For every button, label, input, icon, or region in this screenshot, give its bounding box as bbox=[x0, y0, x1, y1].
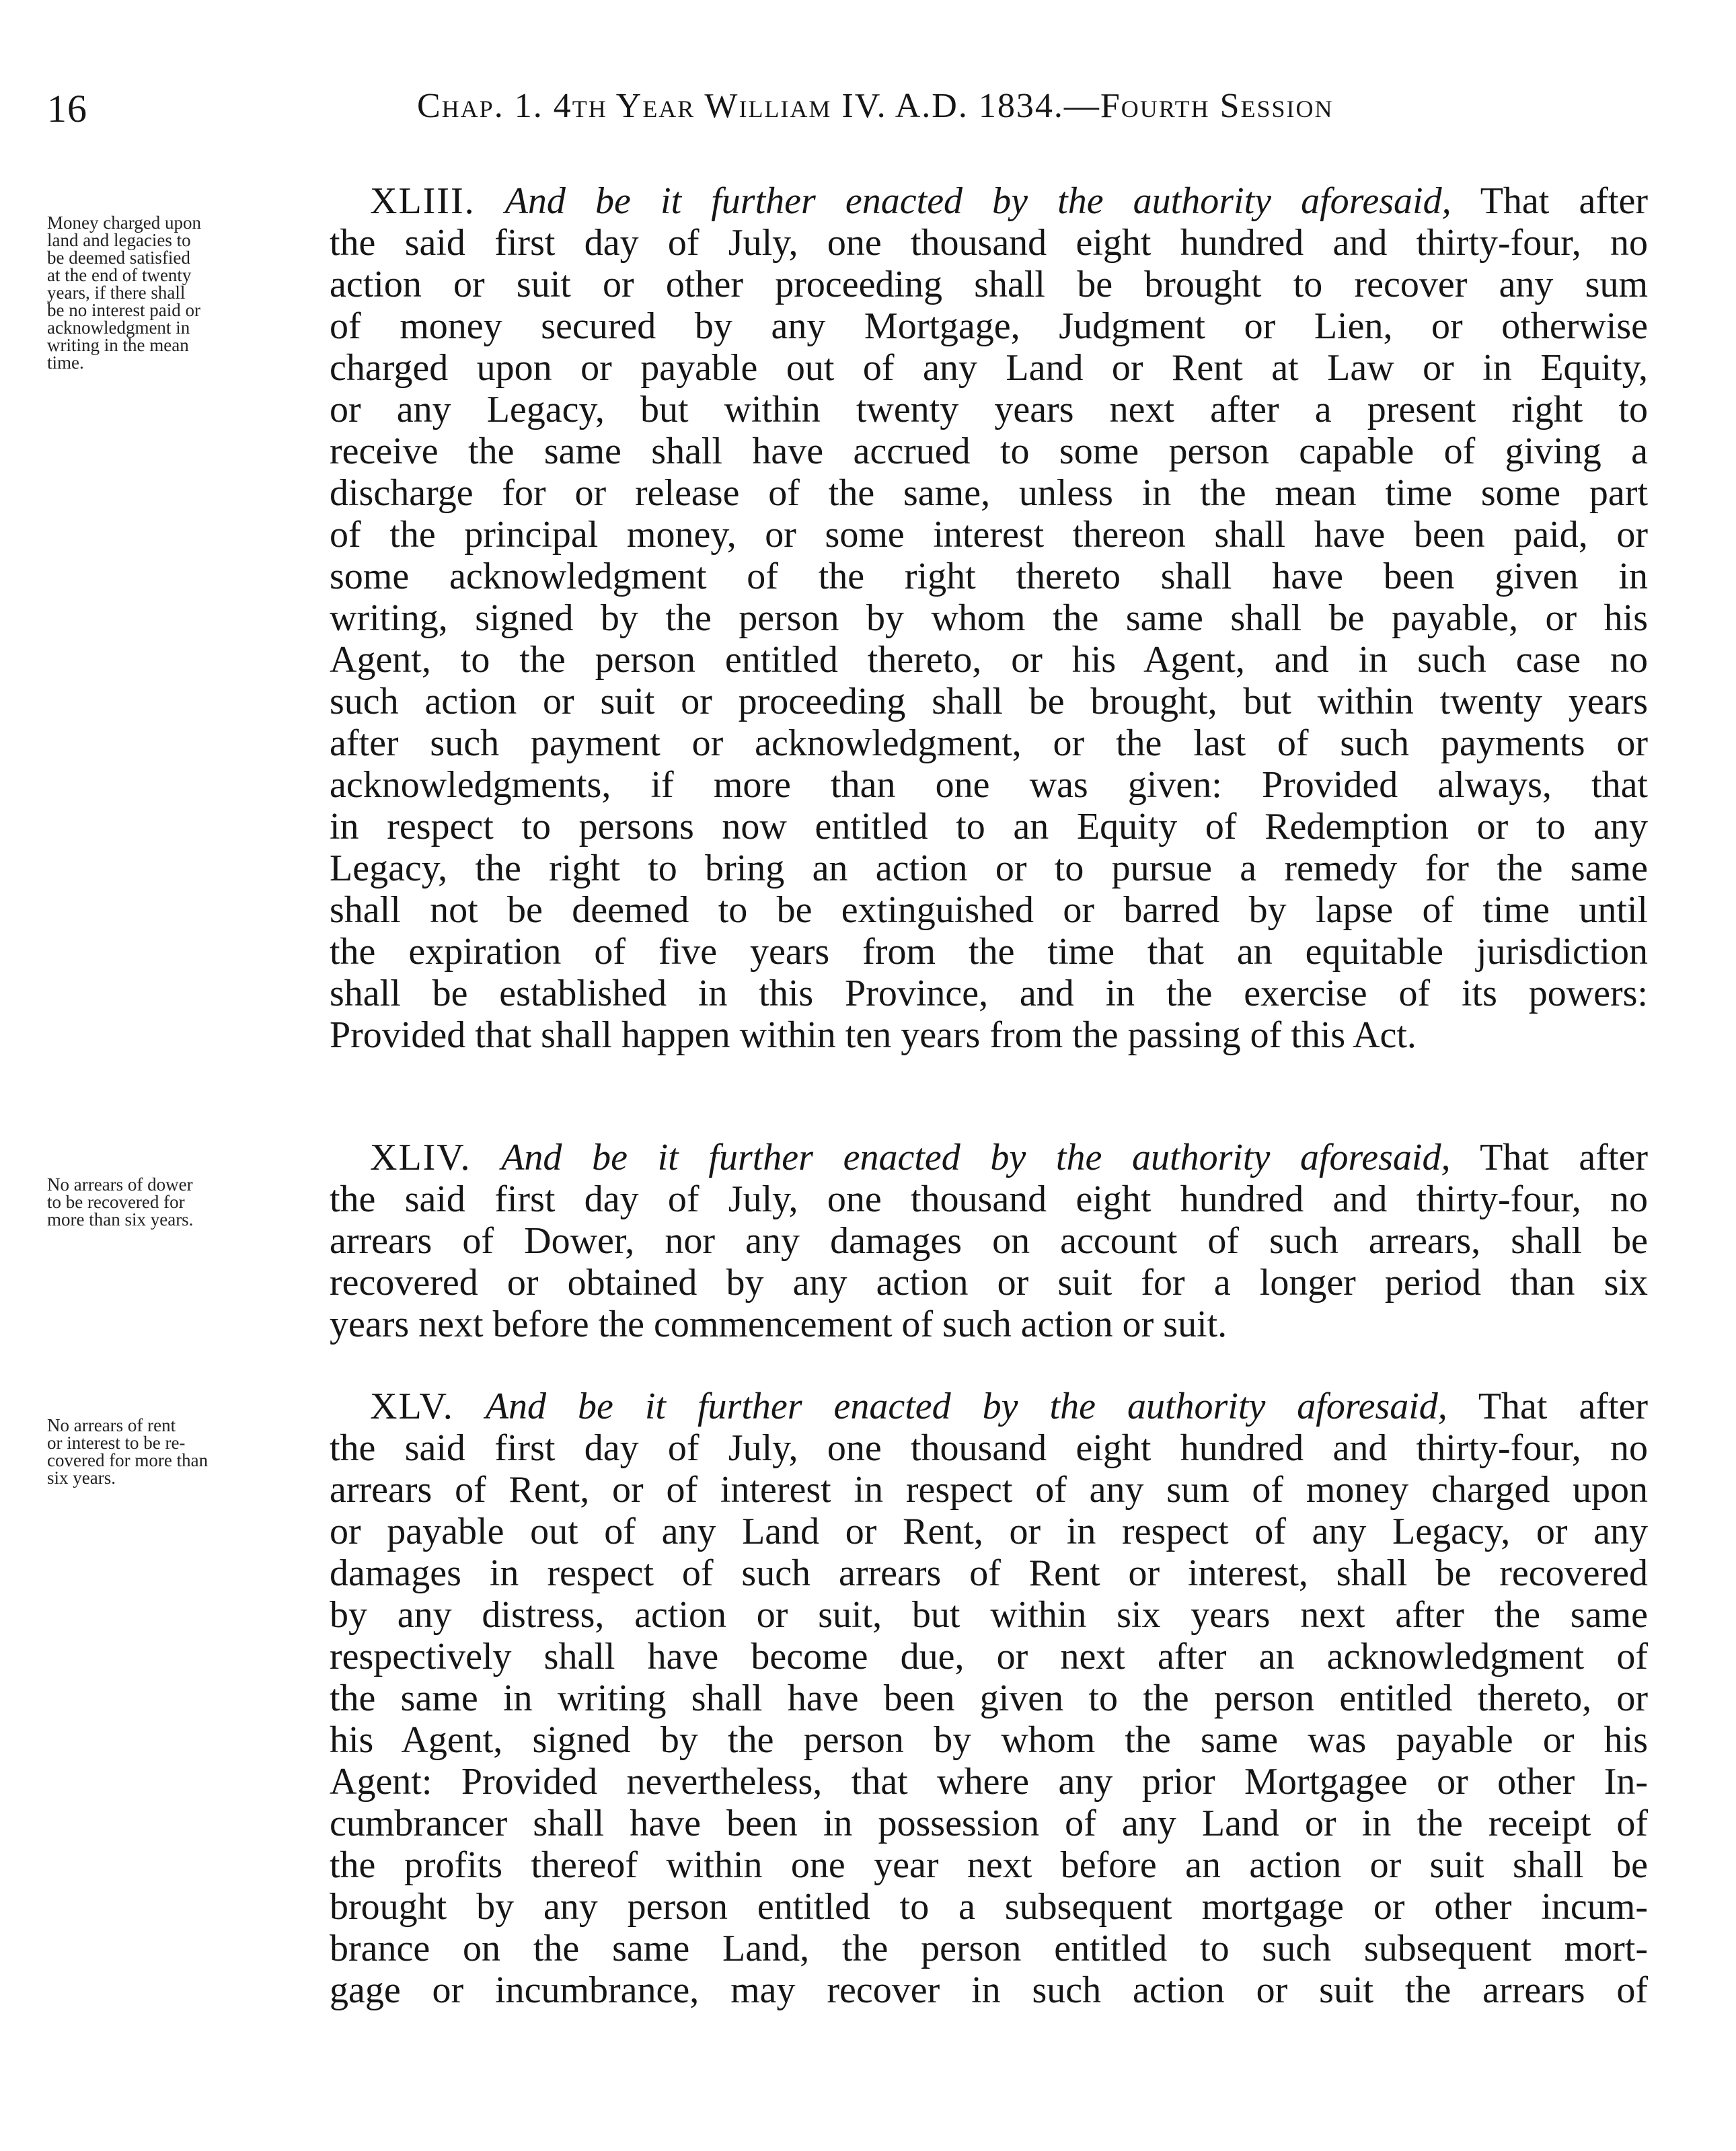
section-xlv bbox=[330, 1386, 1648, 2011]
sidenote-line: No arrears of rent bbox=[47, 1415, 176, 1435]
sidenote-line: or interest to be re- bbox=[47, 1433, 186, 1453]
body-line: such action or suit or proceeding shall be brought, but within twenty years bbox=[330, 681, 1648, 722]
body-line: discharge for or release of the same, unless in the mean time some part bbox=[330, 472, 1648, 514]
body-line: Provided that shall happen within ten years from the passing of this Act. bbox=[330, 1014, 1417, 1056]
section-first-line bbox=[330, 1137, 1648, 1178]
body-line: arrears of Rent, or of interest in respect of any sum of money charged upon bbox=[330, 1469, 1648, 1511]
body-line: writing, signed by the person by whom the same shall be payable, or his bbox=[330, 597, 1648, 639]
body-line: shall be established in this Province, and in the exercise of its powers: bbox=[330, 973, 1648, 1014]
sidenote-line: No arrears of dower bbox=[47, 1174, 193, 1195]
sidenote-line: be deemed satisfied bbox=[47, 248, 190, 268]
body-line: respectively shall have become due, or next after an acknowledgment of bbox=[330, 1636, 1648, 1677]
sidenote-line: covered for more than bbox=[47, 1450, 209, 1470]
sidenote-line: Money charged upon bbox=[47, 213, 201, 233]
sidenote-line: land and legacies to bbox=[47, 230, 191, 250]
body-line: action or suit or other proceeding shall be brought to recover any sum bbox=[330, 264, 1648, 305]
first-line-rest: That after bbox=[1478, 1386, 1649, 1427]
body-line: the expiration of five years from the time that an equitable jurisdiction bbox=[330, 931, 1648, 973]
body-line: some acknowledgment of the right thereto shall have been given in bbox=[330, 556, 1648, 597]
body-line: Agent: Provided nevertheless, that where any prior Mortgagee or other In- bbox=[330, 1761, 1648, 1803]
section-numeral: XLV. bbox=[370, 1386, 454, 1427]
body-line: in respect to persons now entitled to an Equity of Redemption or to any bbox=[330, 806, 1648, 847]
body-line: receive the same shall have accrued to some person capable of giving a bbox=[330, 430, 1648, 472]
body-line: after such payment or acknowledgment, or the last of such payments or bbox=[330, 722, 1648, 764]
body-line: shall not be deemed to be extinguished or barred by lapse of time until bbox=[330, 889, 1648, 931]
sidenote-line: more than six years. bbox=[47, 1209, 194, 1230]
sidenote-line: be no interest paid or bbox=[47, 300, 200, 320]
body-line: brance on the same Land, the person entitled to such subsequent mort- bbox=[330, 1928, 1648, 1969]
sidenote-line: at the end of twenty bbox=[47, 265, 192, 285]
body-line: or payable out of any Land or Rent, or in respect of any Legacy, or any bbox=[330, 1511, 1648, 1552]
section-numeral: XLIV. bbox=[370, 1137, 471, 1178]
body-line: acknowledgments, if more than one was given: Provided always, that bbox=[330, 764, 1648, 806]
enacting-clause: And be it further enacted by the authority aforesaid, bbox=[504, 180, 1451, 222]
body-line: or any Legacy, but within twenty years next after a present right to bbox=[330, 389, 1648, 430]
body-line: the said first day of July, one thousand eight hundred and thirty-four, no bbox=[330, 1427, 1648, 1469]
page-number: 16 bbox=[47, 87, 87, 130]
body-line: arrears of Dower, nor any damages on account of such arrears, shall be bbox=[330, 1220, 1648, 1262]
first-line-rest: That after bbox=[1480, 180, 1649, 222]
body-line: the said first day of July, one thousand eight hundred and thirty-four, no bbox=[330, 1178, 1648, 1220]
body-line: charged upon or payable out of any Land or Rent at Law or in Equity, bbox=[330, 347, 1648, 389]
body-line: his Agent, signed by the person by whom the same was payable or his bbox=[330, 1719, 1648, 1761]
body-line: Legacy, the right to bring an action or to pursue a remedy for the same bbox=[330, 847, 1648, 889]
sidenote-xliv bbox=[47, 1176, 316, 1228]
body-line: cumbrancer shall have been in possession of any Land or in the receipt of bbox=[330, 1803, 1648, 1844]
sidenote-xlv bbox=[47, 1417, 316, 1486]
body-line: the said first day of July, one thousand eight hundred and thirty-four, no bbox=[330, 222, 1648, 264]
body-line: by any distress, action or suit, but within six years next after the same bbox=[330, 1594, 1648, 1636]
sidenote-line: years, if there shall bbox=[47, 282, 186, 303]
body-line: the same in writing shall have been given to the person entitled thereto, or bbox=[330, 1677, 1648, 1719]
body-line: of money secured by any Mortgage, Judgment or Lien, or otherwise bbox=[330, 305, 1648, 347]
running-head: Chap. 1. 4th Year William IV. A.D. 1834.—Fourth Session bbox=[417, 87, 1334, 125]
body-line: brought by any person entitled to a subsequent mortgage or other incum- bbox=[330, 1886, 1648, 1928]
body-line: the profits thereof within one year next before an action or suit shall be bbox=[330, 1844, 1648, 1886]
sidenote-line: to be recovered for bbox=[47, 1192, 185, 1212]
section-numeral: XLIII. bbox=[370, 180, 476, 222]
section-first-line bbox=[330, 1386, 1648, 1427]
section-xliv bbox=[330, 1137, 1648, 1345]
body-line: recovered or obtained by any action or suit for a longer period than six bbox=[330, 1262, 1648, 1304]
sidenote-line: six years. bbox=[47, 1468, 116, 1488]
first-line-rest: That after bbox=[1480, 1137, 1648, 1178]
enacting-clause: And be it further enacted by the authority aforesaid, bbox=[501, 1137, 1451, 1178]
body-line: gage or incumbrance, may recover in such action or suit the arrears of bbox=[330, 1969, 1648, 2011]
body-line: of the principal money, or some interest thereon shall have been paid, or bbox=[330, 514, 1648, 556]
sidenote-xliii bbox=[47, 214, 316, 371]
body-line: years next before the commencement of such action or suit. bbox=[330, 1304, 1228, 1345]
section-xliii bbox=[330, 180, 1648, 1056]
sidenote-line: acknowledgment in bbox=[47, 317, 190, 338]
body-line: damages in respect of such arrears of Rent or interest, shall be recovered bbox=[330, 1552, 1648, 1594]
page-header bbox=[47, 86, 1655, 147]
section-first-line bbox=[330, 180, 1648, 222]
sidenote-line: writing in the mean bbox=[47, 335, 189, 355]
enacting-clause: And be it further enacted by the authority aforesaid, bbox=[485, 1386, 1447, 1427]
sidenote-line: time. bbox=[47, 352, 84, 373]
body-line: Agent, to the person entitled thereto, or his Agent, and in such case no bbox=[330, 639, 1648, 681]
